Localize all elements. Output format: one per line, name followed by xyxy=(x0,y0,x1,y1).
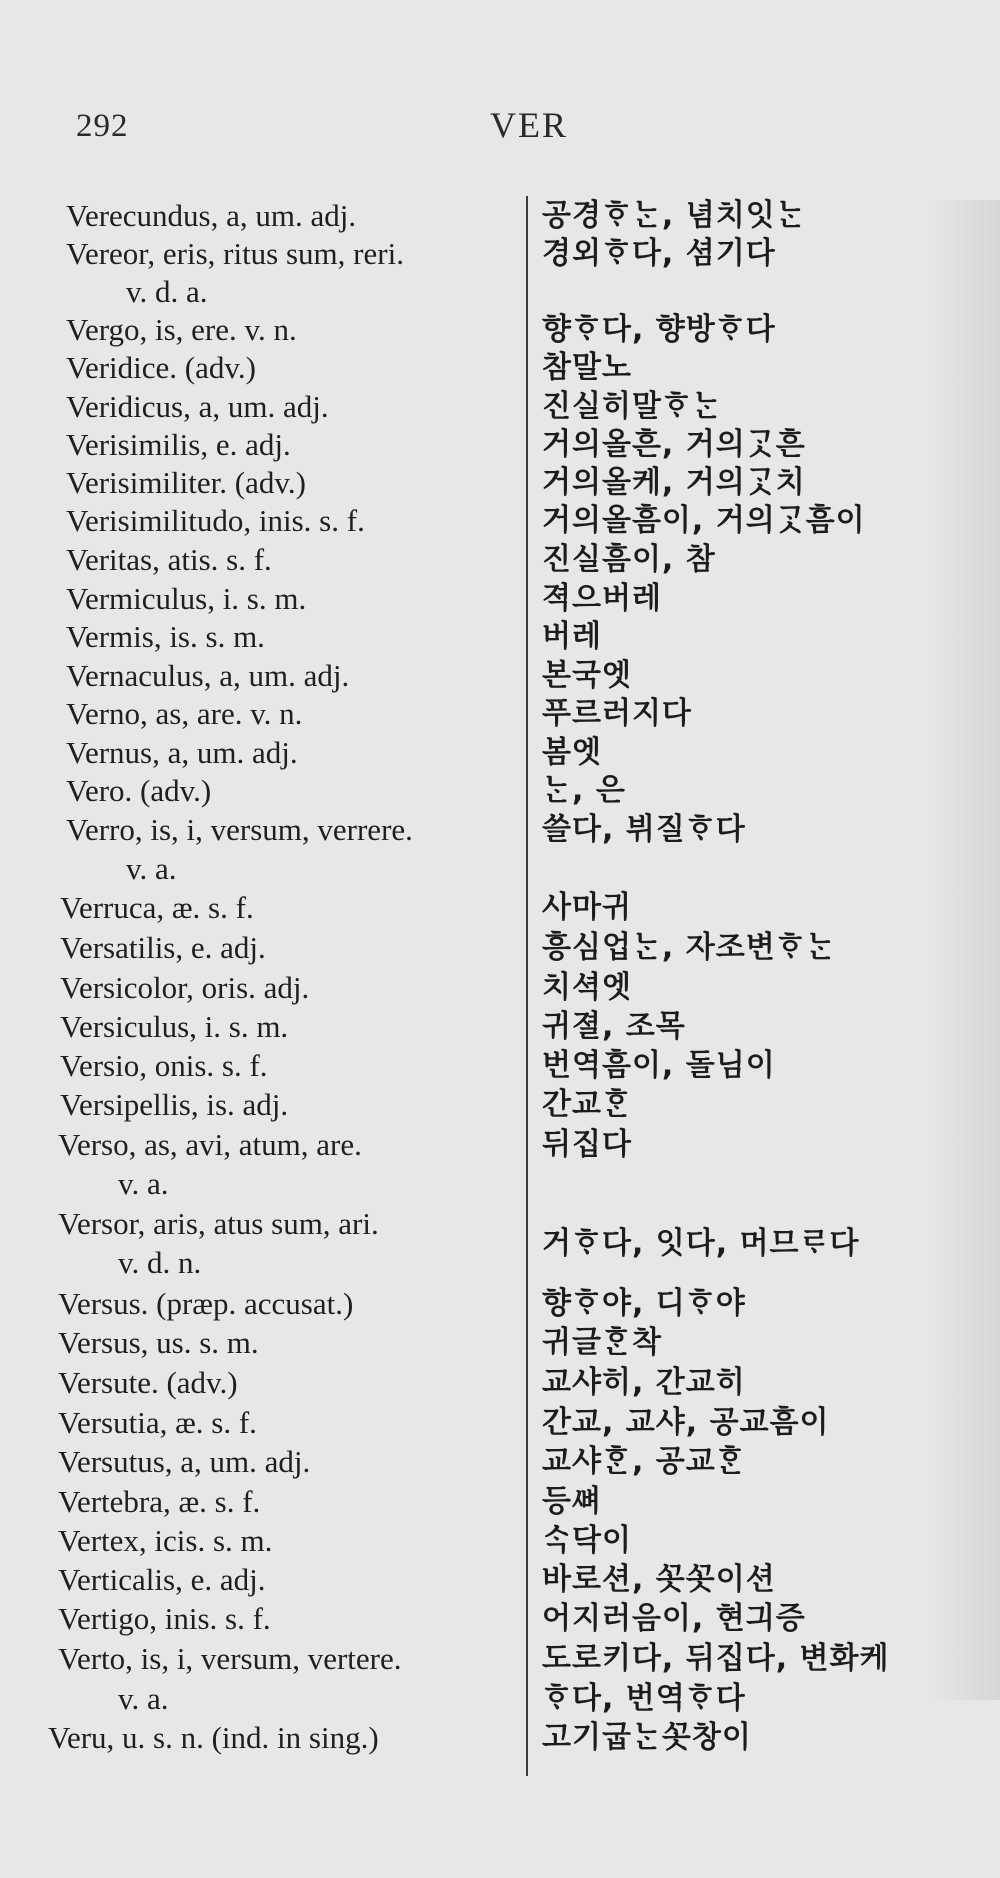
latin-headword-continuation: v. a. xyxy=(126,851,177,886)
korean-gloss: 사마귀 xyxy=(542,890,632,925)
korean-gloss: 번역흠이, 돌님이 xyxy=(542,1048,776,1083)
latin-headword: Vertex, icis. s. m. xyxy=(58,1523,273,1558)
latin-headword-continuation: v. a. xyxy=(118,1166,169,1201)
latin-headword: Versicolor, oris. adj. xyxy=(60,970,310,1005)
korean-gloss: 진실흠이, 참 xyxy=(542,542,716,577)
korean-gloss: 교샤히, 간교히 xyxy=(542,1365,746,1400)
latin-headword: Vertigo, inis. s. f. xyxy=(58,1601,271,1636)
latin-headword: Vereor, eris, ritus sum, reri. xyxy=(66,236,404,271)
korean-gloss: 뒤집다 xyxy=(542,1127,632,1162)
latin-headword: Versor, aris, atus sum, ari. xyxy=(58,1206,379,1241)
latin-headword: Versutia, æ. s. f. xyxy=(58,1405,257,1440)
korean-gloss: 버레 xyxy=(542,619,602,654)
korean-gloss: 거의올흔, 거의ᄀᆞᆺ흔 xyxy=(542,427,806,462)
latin-headword: Verisimilis, e. adj. xyxy=(66,427,291,462)
latin-headword: Verto, is, i, versum, vertere. xyxy=(58,1641,402,1676)
korean-gloss: 본국엣 xyxy=(542,658,632,693)
korean-gloss: 참말노 xyxy=(542,350,632,385)
latin-headword: Vernaculus, a, um. adj. xyxy=(66,658,350,693)
korean-gloss: 거의올흠이, 거의ᄀᆞᆺ흠이 xyxy=(542,503,866,538)
korean-gloss: 간교, 교샤, 공교흠이 xyxy=(542,1405,830,1440)
korean-gloss: 거의올케, 거의ᄀᆞᆺ치 xyxy=(542,465,806,500)
latin-headword: Vero. (adv.) xyxy=(66,773,212,808)
korean-gloss: 귀글ᄒᆞᆫ착 xyxy=(542,1325,662,1360)
latin-headword: Veridicus, a, um. adj. xyxy=(66,389,329,424)
korean-gloss: 쓸다, 뷔질ᄒᆞ다 xyxy=(542,812,746,847)
latin-headword-continuation: v. a. xyxy=(118,1681,169,1716)
latin-headword: Versute. (adv.) xyxy=(58,1365,238,1400)
korean-gloss: 간교ᄒᆞᆫ xyxy=(542,1087,632,1122)
korean-gloss: 푸르러지다 xyxy=(542,696,692,731)
latin-headword: Verecundus, a, um. adj. xyxy=(66,198,357,233)
latin-headword: Verisimiliter. (adv.) xyxy=(66,465,306,500)
latin-headword: Versus. (præp. accusat.) xyxy=(58,1286,354,1321)
latin-headword: Verisimilitudo, inis. s. f. xyxy=(66,503,365,538)
running-head: VER xyxy=(490,105,568,145)
latin-headword: Versio, onis. s. f. xyxy=(60,1048,268,1083)
latin-headword: Verno, as, are. v. n. xyxy=(66,696,303,731)
latin-headword: Veru, u. s. n. (ind. in sing.) xyxy=(48,1720,379,1755)
korean-gloss: 바로션, ᄭᅩᆺᄭᅩᆺ이션 xyxy=(542,1562,776,1597)
latin-headword: Verruca, æ. s. f. xyxy=(60,890,254,925)
korean-gloss: 도로키다, 뒤집다, 변화케 xyxy=(542,1641,890,1676)
korean-gloss: ᄂᆞᆫ, 은 xyxy=(542,773,626,808)
korean-gloss: 젹으버레 xyxy=(542,581,662,616)
korean-gloss: 향ᄒᆞ다, 향방ᄒᆞ다 xyxy=(542,312,776,347)
latin-headword-continuation: v. d. a. xyxy=(126,274,208,309)
latin-headword-continuation: v. d. n. xyxy=(118,1245,202,1280)
latin-headword: Verso, as, avi, atum, are. xyxy=(58,1127,362,1162)
korean-gloss: 치셕엣 xyxy=(542,970,632,1005)
latin-headword: Verticalis, e. adj. xyxy=(58,1562,266,1597)
korean-gloss: 등ᄲᅧ xyxy=(542,1484,602,1519)
korean-gloss: 봄엣 xyxy=(542,735,602,770)
page-number: 292 xyxy=(76,108,129,144)
korean-gloss: 귀졀, 조목 xyxy=(542,1009,686,1044)
latin-headword: Vertebra, æ. s. f. xyxy=(58,1484,261,1519)
korean-gloss: ᄉᆞᆨ닥이 xyxy=(542,1523,632,1558)
korean-gloss: 공경ᄒᆞᄂᆞᆫ, 념치잇ᄂᆞᆫ xyxy=(542,198,806,233)
korean-gloss: 진실히말ᄒᆞᄂᆞᆫ xyxy=(542,389,722,424)
latin-headword: Versus, us. s. m. xyxy=(58,1325,259,1360)
korean-gloss: 고기굽ᄂᆞᆫᄭᅩᆺ창이 xyxy=(542,1720,752,1755)
korean-gloss: 교샤ᄒᆞᆫ, 공교ᄒᆞᆫ xyxy=(542,1444,746,1479)
latin-headword: Versutus, a, um. adj. xyxy=(58,1444,311,1479)
latin-headword: Vermiculus, i. s. m. xyxy=(66,581,307,616)
latin-headword: Versiculus, i. s. m. xyxy=(60,1009,289,1044)
latin-headword: Verro, is, i, versum, verrere. xyxy=(66,812,413,847)
korean-gloss: 흥심업ᄂᆞᆫ, 자조변ᄒᆞᄂᆞᆫ xyxy=(542,930,836,965)
latin-headword: Vermis, is. s. m. xyxy=(66,619,265,654)
latin-headword: Veritas, atis. s. f. xyxy=(66,542,272,577)
latin-headword: Versipellis, is. adj. xyxy=(60,1087,289,1122)
latin-headword: Versatilis, e. adj. xyxy=(60,930,266,965)
korean-gloss: 향ᄒᆞ야, 디ᄒᆞ야 xyxy=(542,1286,746,1321)
korean-gloss: 거ᄒᆞ다, 잇다, 머므ᄅᆞ다 xyxy=(542,1226,860,1261)
latin-headword: Veridice. (adv.) xyxy=(66,350,256,385)
korean-gloss: 경외ᄒᆞ다, 셤기다 xyxy=(542,236,776,271)
korean-gloss-continuation: ᄒᆞ다, 번역ᄒᆞ다 xyxy=(542,1681,746,1716)
latin-headword: Vernus, a, um. adj. xyxy=(66,735,298,770)
korean-gloss: 어지러음이, 현긔증 xyxy=(542,1601,806,1636)
latin-headword: Vergo, is, ere. v. n. xyxy=(66,312,297,347)
